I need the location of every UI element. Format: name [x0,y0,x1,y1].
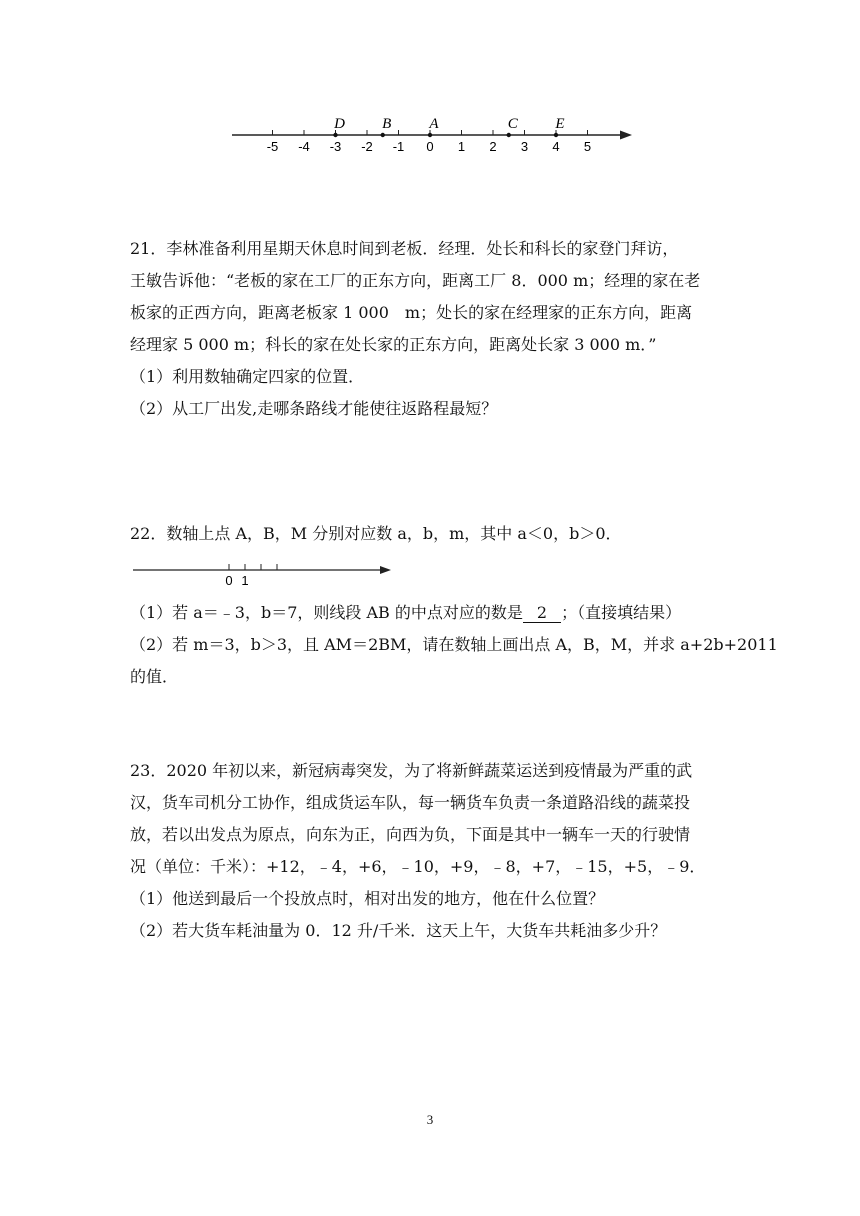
q22-sub-1-text: （1）若 a＝﹣3，b＝7，则线段 AB 的中点对应的数是 [130,603,523,622]
q21-line-4: 经理家 5 000 m；科长的家在处长家的正东方向，距离处长家 3 000 m．” [130,335,657,354]
number-line-point-label-c: C [507,116,518,132]
q22-sub-2-line-1: （2）若 m＝3，b＞3，且 AM＝2BM，请在数轴上画出点 A，B，M，并求 a+2b+2011 [130,635,778,654]
number-line-point-a [428,133,432,137]
q22-line-1: 22．数轴上点 A，B，M 分别对应数 a，b，m，其中 a＜0，b＞0． [130,524,622,543]
q22-sub-1-tail: ；（直接填结果） [561,603,682,622]
number-line-point-label-b: B [382,116,392,132]
number-line-point-label-a: A [429,116,439,132]
number-line-tick-label: 5 [583,139,592,154]
number-line-tick-label: 2 [489,139,497,154]
q22-arrow [380,566,391,574]
question-23 [130,755,730,947]
q22-answer-blank: 2 [523,603,561,623]
q23-line-3: 放，若以出发点为原点，向东为正，向西为负，下面是其中一辆车一天的行驶情 [130,825,691,844]
q22-sub-1 [130,597,730,629]
q22-sub-2-line-2: 的值． [130,667,179,686]
question-22-parts [130,597,778,693]
number-line-point-label-d: D [334,116,345,132]
q22-tick-label-1: 1 [241,573,249,588]
q22-number-line [0,558,860,598]
number-line-tick-label: -2 [361,139,373,154]
q23-line-2: 汉，货车司机分工协作，组成货运车队，每一辆货车负责一条道路沿线的蔬菜投 [130,793,691,812]
q22-tick-label-0: 0 [225,573,233,588]
number-line-figure [0,0,860,170]
number-line-tick-label: 0 [426,139,434,154]
question-21 [130,233,730,425]
number-line-tick-label: -3 [329,139,342,154]
q23-line-4: 况（单位：千米）：+12，﹣4，+6，﹣10，+9，﹣8，+7，﹣15，+5，﹣9． [130,857,706,876]
number-line-tick-label: 3 [520,139,529,154]
question-22-title [130,518,730,550]
number-line-tick-label: -5 [266,139,279,154]
q23-line-1: 23．2020 年初以来，新冠病毒突发，为了将新鲜蔬菜运送到疫情最为严重的武 [130,761,693,780]
number-line-point-label-e: E [555,116,565,132]
number-line-tick-label: 1 [457,139,466,154]
q21-line-3: 板家的正西方向，距离老板家 1 000 m；处长的家在经理家的正东方向，距离 [130,303,693,322]
q21-line-2: 王敏告诉他：“老板的家在工厂的正东方向，距离工厂 8．000 m；经理的家在老 [130,271,701,290]
number-line-tick-label: -4 [298,139,310,154]
q21-sub-1: （1）利用数轴确定四家的位置． [130,367,365,386]
q21-sub-2: （2）从工厂出发,走哪条路线才能使往返路程最短？ [130,399,498,418]
number-line-point-e [554,133,558,137]
q21-line-1: 21．李林准备利用星期天休息时间到老板．经理．处长和科长的家登门拜访， [130,239,679,258]
number-line-arrow [620,131,632,140]
q23-sub-2: （2）若大货车耗油量为 0．12 升/千米．这天上午，大货车共耗油多少升？ [130,921,667,940]
number-line-point-d [333,133,337,137]
page-number: 3 [426,1112,434,1127]
q23-sub-1: （1）他送到最后一个投放点时，相对出发的地方，他在什么位置？ [130,889,605,908]
number-line-tick-label: -1 [392,139,405,154]
number-line-point-c [507,133,511,137]
number-line-point-b [381,133,385,137]
number-line-tick-label: 4 [552,139,560,154]
